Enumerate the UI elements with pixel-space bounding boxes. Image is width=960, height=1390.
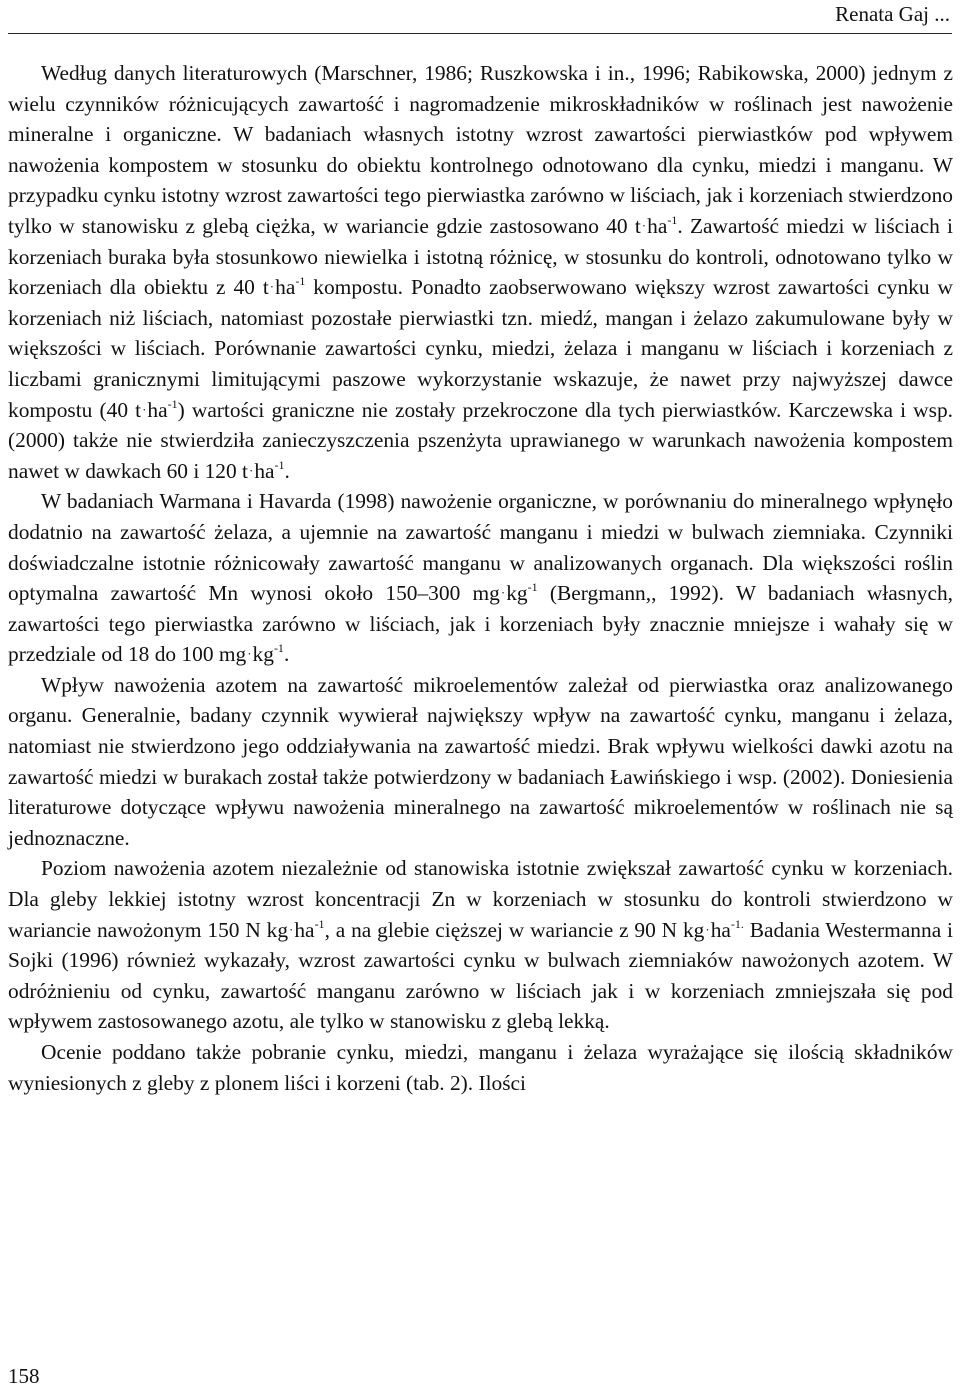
multiplication-dot: ·	[142, 401, 147, 417]
unit-exponent: -1	[274, 457, 285, 472]
paragraph-3: Wpływ nawożenia azotem na zawartość mikroelementów zależał od pierwiastka oraz analizowanego organu. Generalnie, badany czynnik wywierał największy wpływ na zawartość cynku, manganu i żelaza, natomiast nie stwierdzono jego oddziaływania na zawartość miedzi. Brak wpływu wielkości dawki azotu na zawartość miedzi w burakach został także potwierdzony w badaniach Ławińskiego i wsp. (2002). Doniesienia literaturowe dotyczące wpływu nawożenia mineralnego na zawartość mikroelementów w roślinach nie są jednoznaczne.	[8, 672, 953, 850]
paragraph-5: Ocenie poddano także pobranie cynku, miedzi, manganu i żelaza wyrażające się ilością składników wyniesionych z gleby z plonem liści i korzeni (tab. 2). Ilości	[8, 1040, 953, 1095]
paragraph-4	[8, 853, 953, 1037]
multiplication-dot: ·	[269, 279, 275, 295]
text-run: ) wartości graniczne nie zostały przekroczone dla tych pierwiastków. Karczewska i wsp. (2000) także nie stwierdziła zanieczyszczenia pszenżyta uprawianego w warunkach nawożenia kompostem nawet w dawkach 60 i 120 t	[8, 397, 953, 483]
page-number: 158	[8, 1364, 40, 1388]
text-run: (Bergmann,, 1992). W badaniach własnych, zawartości tego pierwiastka zarówno w liściach, jak i korzeniach były znacznie mniejsze i wahały się w przedziale od 18 do 100 mg	[8, 581, 953, 667]
unit-text: ha	[294, 917, 315, 942]
unit-text: kg	[252, 642, 274, 667]
multiplication-dot: ·	[500, 585, 506, 601]
unit-text: ha	[254, 458, 275, 483]
unit-text: ha	[647, 213, 668, 238]
body-text	[8, 58, 953, 1098]
unit-text: kg	[506, 581, 528, 606]
running-header: Renata Gaj ...	[835, 2, 950, 26]
paragraph-2	[8, 486, 953, 670]
text-run: .	[284, 458, 290, 483]
text-run: .	[283, 642, 290, 667]
unit-exponent: -1	[295, 274, 306, 289]
text-run: kompostu. Ponadto zaobserwowano większy wzrost zawartości cynku w korzeniach niż liściach, natomiast pozostałe pierwiastki tzn. miedź, mangan i żelazo zakumulowane były w większości w liściach. Porównanie zawartości cynku, miedzi, żelaza i manganu w liściach i korzeniach z liczbami granicznymi limitującymi paszowe wykorzystanie wskazuje, że nawet przy najwyższej dawce kompostu (40 t	[8, 275, 953, 422]
multiplication-dot: ·	[247, 646, 252, 662]
multiplication-dot: ·	[641, 217, 647, 233]
header-rule	[8, 33, 952, 34]
unit-text: ha	[710, 917, 731, 942]
unit-exponent: -1	[167, 396, 178, 411]
unit-text: ha	[147, 397, 168, 422]
text-run: . Zawartość miedzi w liściach i korzeniach buraka była stosunkowo niewielka i istotną różnicę, w stosunku do kontroli, odnotowano tylko w korzeniach dla obiektu z 40 t	[8, 213, 953, 300]
unit-text: ha	[275, 275, 296, 300]
text-run: W badaniach Warmana i Havarda (1998) nawożenie organiczne, w porównaniu do mineralnego wpłynęło dodatnio na zawartość żelaza, a ujemnie na zawartość manganu i miedzi w bulwach ziemniaka. Czynniki doświadczalne istotnie różnicowały zawartość manganu w analizowanych organach. Dla większości roślin optymalna zawartość Mn wynosi około 150–300 mg	[8, 489, 953, 606]
unit-exponent: -1	[314, 916, 325, 931]
text-run: , a na glebie cięższej w wariancie z 90 N kg	[324, 917, 705, 942]
text-run: Poziom nawożenia azotem niezależnie od stanowiska istotnie zwiększał zawartość cynku w korzeniach. Dla gleby lekkiej istotny wzrost koncentracji Zn w korzeniach w stosunku do kontroli stwierdzono w wariancie nawożonym 150 N kg	[8, 856, 953, 942]
paragraph-1	[8, 58, 953, 486]
unit-exponent: -1	[273, 641, 284, 656]
text-run: Badania Westermanna i Sojki (1996) również wykazały, wzrost zawartości cynku w bulwach ziemniaków nawożonych azotem. W odróżnieniu od cynku, zawartość manganu zarówno w liściach jak i w korzeniach zmniejszała się pod wpływem zastosowanego azotu, ale tylko w stanowisku z glebą lekką.	[8, 917, 953, 1034]
text-run: Według danych literaturowych (Marschner, 1986; Ruszkowska i in., 1996; Rabikowska, 2000) jednym z wielu czynników różnicujących zawartość i nagromadzenie mikroskładników w roślinach jest nawożenie mineralne i organiczne. W badaniach własnych istotny wzrost zawartości pierwiastków pod wpływem nawożenia kompostem w stosunku do obiektu kontrolnego odnotowano dla cynku, miedzi i manganu. W przypadku cynku istotny wzrost zawartości tego pierwiastka zarówno w liściach, jak i korzeniach stwierdzono tylko w stanowisku z glebą ciężka, w wariancie gdzie zastosowano 40 t	[8, 61, 953, 238]
unit-exponent: -1.	[730, 916, 744, 931]
multiplication-dot: ·	[289, 921, 294, 937]
multiplication-dot: ·	[705, 921, 710, 937]
unit-exponent: -1	[667, 212, 678, 227]
unit-exponent: -1	[527, 580, 538, 595]
multiplication-dot: ·	[249, 462, 254, 478]
